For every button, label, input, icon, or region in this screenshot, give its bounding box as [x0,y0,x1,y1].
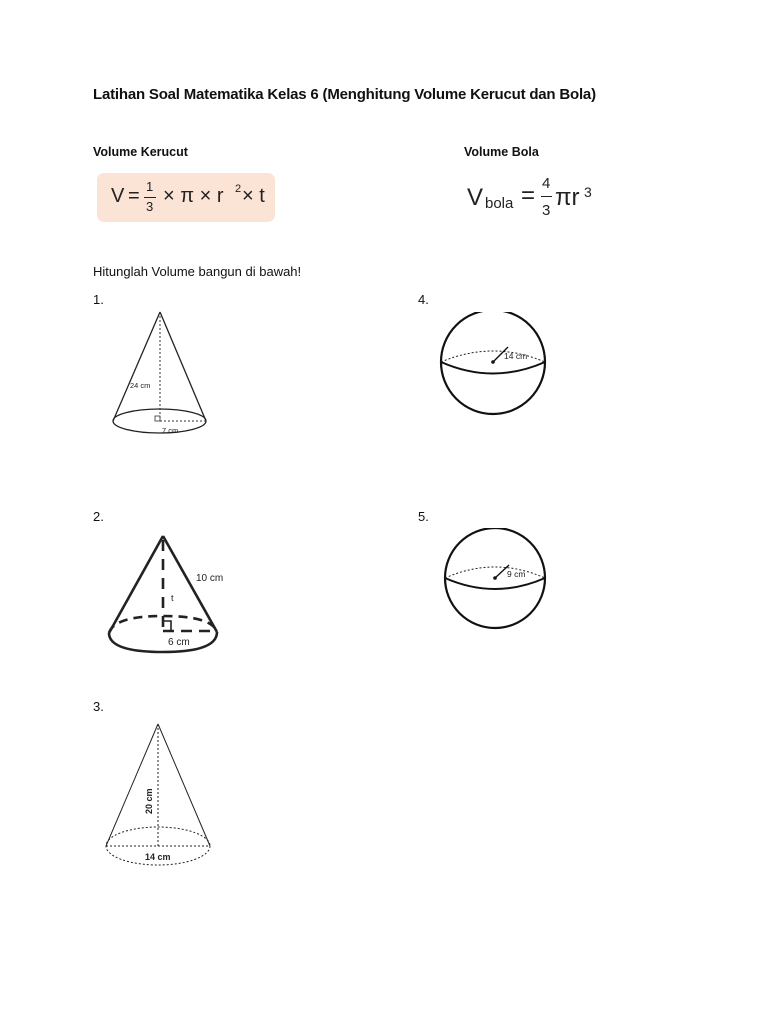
cone-figure-2 [104,530,234,660]
cone-formula-box [97,173,275,222]
page-title: Latihan Soal Matematika Kelas 6 (Menghitung Volume Kerucut dan Bola) [93,86,596,103]
cone-formula-heading: Volume Kerucut [93,145,188,159]
cone-formula-v: V [111,185,125,207]
sphere-4-radius-label: 14 cm [504,351,528,361]
cone-figure-1 [100,305,220,445]
cone-formula-tail: × t [242,185,265,207]
cone-formula-numerator: 1 [146,179,154,194]
sphere-formula [467,174,597,226]
cone-formula-fraction-bar [144,197,156,198]
problem-4-number: 4. [418,292,429,307]
sphere-formula-fraction-bar [541,196,552,197]
sphere-formula-body: πr [555,184,580,211]
cone-2-slant-label: 10 cm [196,573,224,584]
cone-1-radius-label: 7 cm [162,426,179,435]
sphere-figure-4 [438,312,550,416]
cone-formula-eq: = [128,185,140,207]
sphere-5-radius-label: 9 cm [507,569,526,579]
cone-figure-3 [102,718,222,878]
instruction-text: Hitunglah Volume bangun di bawah! [93,264,302,279]
cone-3-diameter-label: 14 cm [145,852,171,862]
problem-2-number: 2. [93,509,104,524]
sphere-formula-subscript: bola [485,195,514,212]
sphere-formula-exponent: 3 [584,184,592,200]
cone-2-height-label: t [171,593,174,603]
problem-3-number: 3. [93,699,104,714]
cone-formula-denominator: 3 [146,199,154,214]
sphere-formula-eq: = [521,182,536,209]
cone-3-height-label: 20 cm [144,788,154,814]
sphere-formula-denominator: 3 [542,202,551,219]
problem-5-number: 5. [418,509,429,524]
sphere-formula-v: V [467,184,484,211]
cone-2-radius-label: 6 cm [168,637,190,648]
cone-1-height-label: 24 cm [130,381,151,390]
sphere-formula-heading: Volume Bola [464,145,539,159]
cone-formula-body: × π × r [163,185,224,207]
cone-formula-exponent: 2 [235,183,242,195]
sphere-figure-5 [441,528,553,630]
problem-1-number: 1. [93,292,104,307]
sphere-formula-numerator: 4 [542,175,551,192]
